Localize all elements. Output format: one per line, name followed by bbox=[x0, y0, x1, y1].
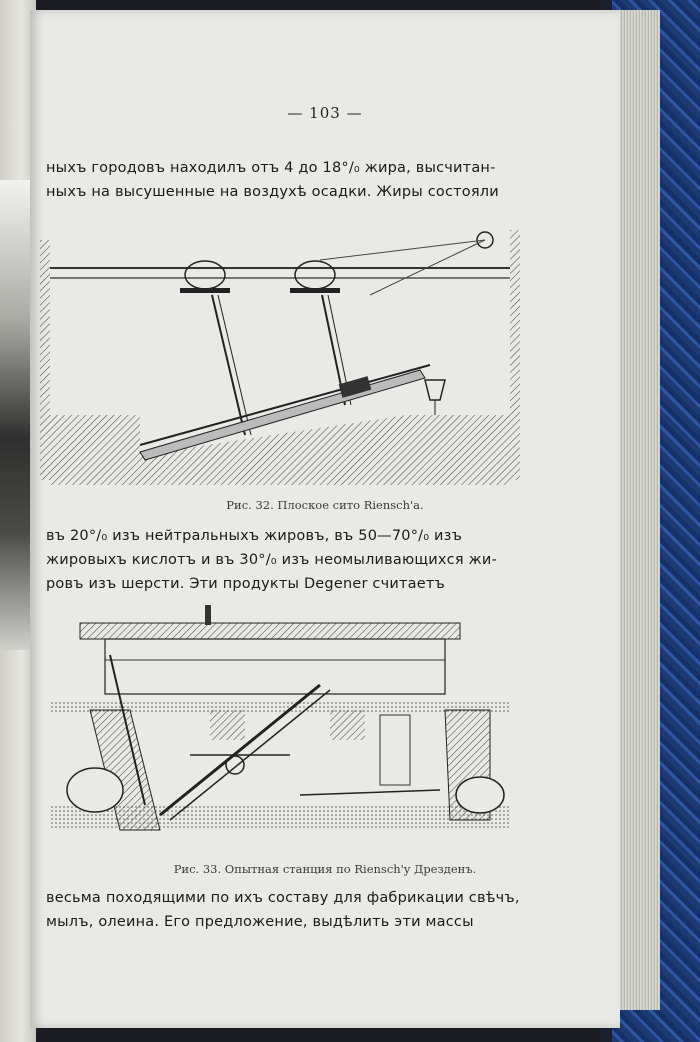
text-line: ныхъ городовъ находилъ отъ 4 до 18°/₀ жира, высчитан- bbox=[46, 160, 496, 176]
text-line: жировыхъ кислотъ и въ 30°/₀ изъ неомыливающихся жи- bbox=[46, 552, 497, 568]
figure-33-test-station bbox=[50, 605, 520, 845]
previous-page-photo bbox=[0, 180, 30, 650]
text-line: мылъ, олеина. Его предложение, выдѣлить эти массы bbox=[46, 914, 474, 930]
text-line: въ 20°/₀ изъ нейтральныхъ жировъ, въ 50—70°/₀ изъ bbox=[46, 528, 463, 544]
text-line: ныхъ на высушенные на воздухѣ осадки. Жиры состояли bbox=[46, 184, 499, 200]
page-number: — 103 — bbox=[287, 104, 363, 122]
text-line: ровъ изъ шерсти. Эти продукты Degener считаетъ bbox=[46, 576, 445, 592]
book-page bbox=[30, 10, 620, 1028]
text-line: весьма походящими по ихъ составу для фабрикации свѣчъ, bbox=[46, 890, 520, 906]
figure-32-flat-sieve bbox=[40, 220, 520, 500]
figure-32-caption: Рис. 32. Плоское сито Riensch'a. bbox=[226, 498, 424, 512]
figure-33-caption: Рис. 33. Опытная станция по Riensch'y Дрезденъ. bbox=[173, 862, 477, 876]
